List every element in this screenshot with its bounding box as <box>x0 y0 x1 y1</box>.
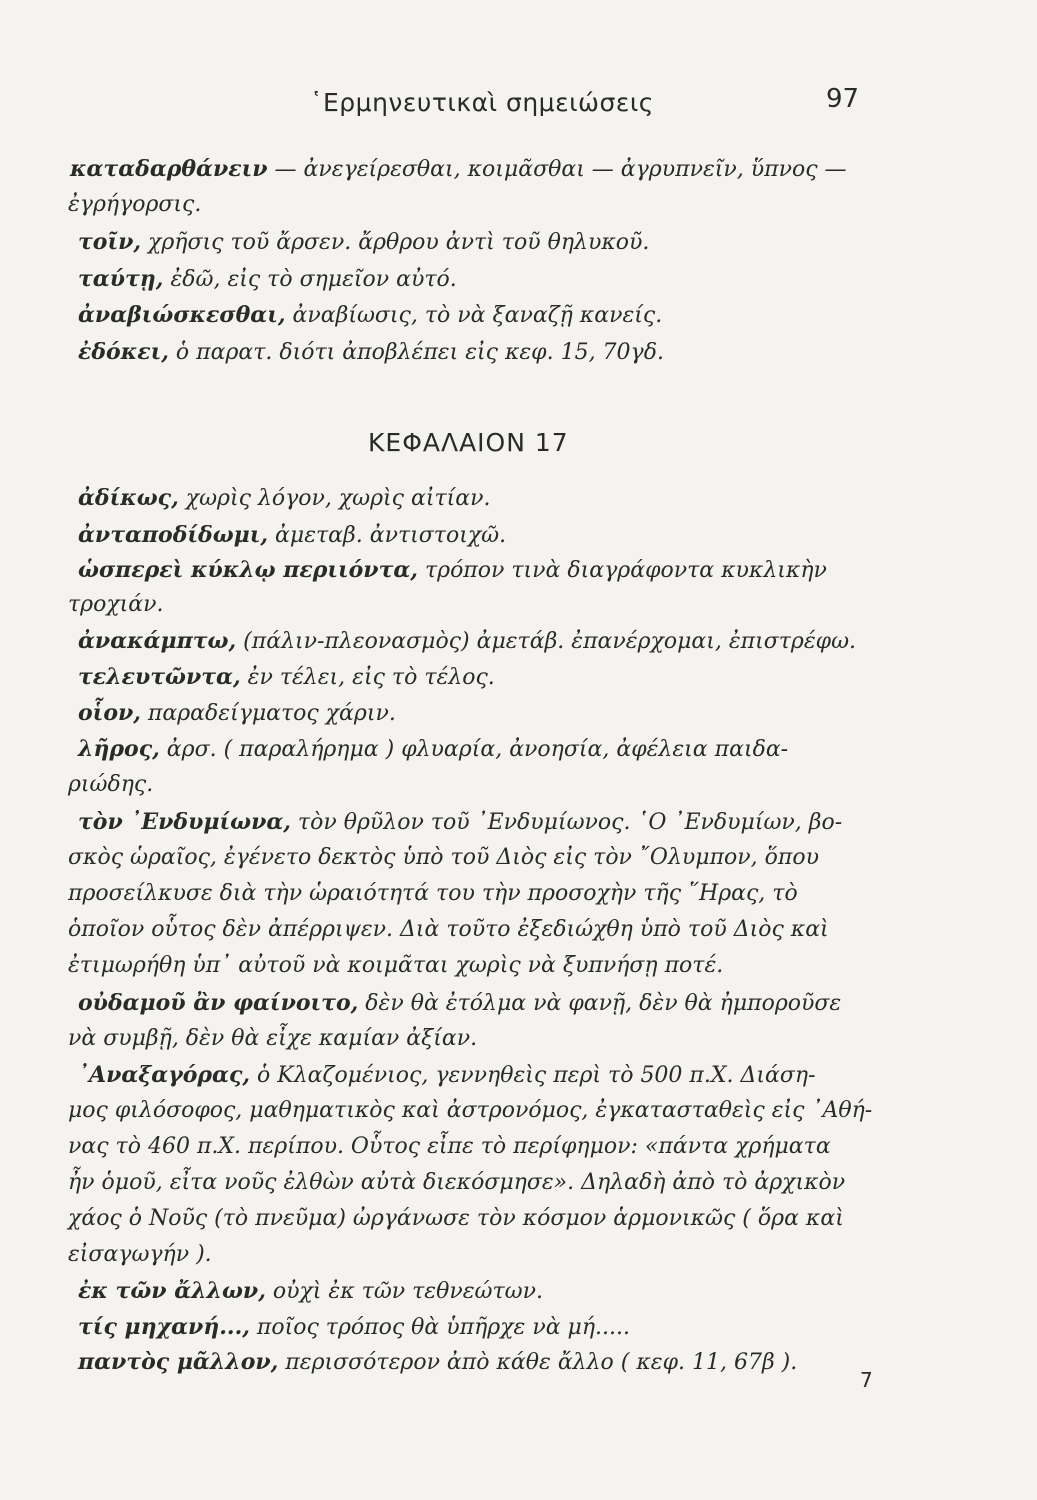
page-number: 97 <box>826 84 860 114</box>
entry-gloss: ὁ παρατ. διότι ἀποβλέπει εἰς κεφ. 15, 70γδ. <box>168 340 664 365</box>
entry-line <box>78 1278 978 1304</box>
entry-gloss: εἰσαγωγήν ). <box>68 1242 212 1267</box>
entry-line <box>68 845 968 870</box>
entry-gloss: ὁ Κλαζομένιος, γεννηθεὶς περὶ τὸ 500 π.Χ. Διάση- <box>250 1063 816 1088</box>
entry-term: οἷον, <box>78 700 141 726</box>
entry-term: ἀναβιώσκεσθαι, <box>78 302 286 328</box>
entry-gloss: νας τὸ 460 π.Χ. περίπου. Οὗτος εἶπε τὸ περίφημον: «πάντα χρήματα <box>68 1134 831 1159</box>
entry-line <box>78 229 978 255</box>
entry-gloss: ἀναβίωσις, τὸ νὰ ξαναζῇ κανείς. <box>285 303 663 328</box>
entry-gloss: οὐχὶ ἐκ τῶν τεθνεώτων. <box>265 1279 543 1304</box>
entry-term: τοῖν, <box>78 229 142 255</box>
entry-line <box>78 1062 978 1088</box>
entry-gloss: τροχιάν. <box>68 592 164 617</box>
entry-line <box>68 592 968 617</box>
entry-line <box>78 339 978 365</box>
entry-line <box>68 1134 968 1159</box>
chapter-heading: ΚΕΦΑΛΑΙΟΝ 17 <box>368 428 569 457</box>
entry-line <box>78 1349 978 1375</box>
entry-line <box>78 736 978 762</box>
entry-gloss: νὰ συμβῇ, δὲν θὰ εἶχε καμίαν ἀξίαν. <box>68 1026 478 1051</box>
entry-line <box>78 700 978 726</box>
entry-term: οὐδαμοῦ ἂν φαίνοιτο, <box>78 990 359 1016</box>
entry-term: ἀνταποδίδωμι, <box>78 522 269 548</box>
entry-gloss: προσείλκυσε διὰ τὴν ὡραιότητά του τὴν προσοχὴν τῆς ῞Ηρας, τὸ <box>68 881 798 906</box>
entry-line <box>68 881 968 906</box>
entry-term: ἀδίκως, <box>78 485 179 511</box>
entry-gloss: (πάλιν-πλεονασμὸς) ἀμετάβ. ἐπανέρχομαι, ἐπιστρέφω. <box>236 629 857 654</box>
entry-term: παντὸς μᾶλλον, <box>78 1349 279 1375</box>
entry-gloss: ἐδῶ, εἰς τὸ σημεῖον αὐτό. <box>163 267 457 292</box>
entry-term: ἐδόκει, <box>78 339 169 365</box>
entry-gloss: ἦν ὁμοῦ, εἶτα νοῦς ἐλθὼν αὐτὰ διεκόσμησε». Δηλαδὴ ἀπὸ τὸ ἀρχικὸν <box>68 1170 846 1195</box>
entry-gloss: περισσότερον ἀπὸ κάθε ἄλλο ( κεφ. 11, 67β ). <box>278 1350 798 1375</box>
entry-line <box>68 1206 968 1231</box>
entry-line <box>68 192 968 217</box>
entry-line <box>78 522 978 548</box>
entry-line <box>78 302 978 328</box>
entry-term: τίς μηχανή..., <box>78 1314 250 1340</box>
entry-term: λῆρος, <box>78 736 160 762</box>
entry-gloss: ἐγρήγορσις. <box>68 192 202 217</box>
entry-gloss: σκὸς ὡραῖος, ἐγένετο δεκτὸς ὑπὸ τοῦ Διὸς εἰς τὸν ῎Ολυμπον, ὅπου <box>68 845 819 870</box>
entry-line <box>68 953 968 978</box>
entry-term: ἀνακάμπτω, <box>78 628 237 654</box>
entry-gloss: ἐν τέλει, εἰς τὸ τέλος. <box>240 665 495 690</box>
entry-line <box>68 1170 968 1195</box>
entry-gloss: ἀρσ. ( παραλήρημα ) φλυαρία, ἀνοησία, ἀφέλεια παιδα- <box>159 737 789 762</box>
entry-line <box>78 1314 978 1340</box>
entry-line <box>78 809 978 835</box>
entry-gloss: — ἀνεγείρεσθαι, κοιμᾶσθαι — ἀγρυπνεῖν, ὕπνος — <box>267 157 847 182</box>
entry-gloss: χωρὶς λόγον, χωρὶς αἰτίαν. <box>178 486 491 511</box>
signature-mark: 7 <box>860 1368 873 1392</box>
entry-gloss: ἐτιμωρήθη ὑπ᾿ αὐτοῦ νὰ κοιμᾶται χωρὶς νὰ ξυπνήσῃ ποτέ. <box>68 953 724 978</box>
entry-gloss: ὁποῖον οὗτος δὲν ἀπέρριψεν. Διὰ τοῦτο ἐξεδιώχθη ὑπὸ τοῦ Διὸς καὶ <box>68 917 829 942</box>
entry-term: τελευτῶντα, <box>78 664 241 690</box>
entry-term: καταδαρθάνειν <box>70 156 268 182</box>
entry-line <box>78 266 978 292</box>
entry-line <box>68 1242 968 1267</box>
running-header: ῾Ερμηνευτικαὶ σημειώσεις <box>310 88 654 117</box>
entry-line <box>78 990 978 1016</box>
entry-term: ἐκ τῶν ἄλλων, <box>78 1278 266 1304</box>
entry-line <box>78 485 978 511</box>
entry-line <box>68 1026 968 1051</box>
entry-gloss: δὲν θὰ ἐτόλμα νὰ φανῇ, δὲν θὰ ἠμποροῦσε <box>358 991 842 1016</box>
entry-line <box>68 1098 968 1123</box>
entry-term: ταύτῃ, <box>78 266 164 292</box>
entry-line <box>68 917 968 942</box>
entry-gloss: μος φιλόσοφος, μαθηματικὸς καὶ ἀστρονόμος, ἐγκατασταθεὶς εἰς ᾿Αθή- <box>68 1098 873 1123</box>
entry-term: ὡσπερεὶ κύκλῳ περιιόντα, <box>78 557 418 583</box>
entry-line <box>68 772 968 797</box>
entry-gloss: ἀμεταβ. ἀντιστοιχῶ. <box>268 523 507 548</box>
entry-gloss: ποῖος τρόπος θὰ ὑπῆρχε νὰ μή..... <box>249 1315 630 1340</box>
entry-line <box>78 628 978 654</box>
entry-gloss: χρῆσις τοῦ ἄρσεν. ἄρθρου ἀντὶ τοῦ θηλυκοῦ. <box>141 230 650 255</box>
entry-gloss: χάος ὁ Νοῦς (τὸ πνεῦμα) ὠργάνωσε τὸν κόσμον ἁρμονικῶς ( ὅρα καὶ <box>68 1206 844 1231</box>
entry-gloss: τρόπον τινὰ διαγράφοντα κυκλικὴν <box>417 558 827 583</box>
entry-line <box>78 664 978 690</box>
entry-term: τὸν ᾿Ενδυμίωνα, <box>78 809 291 835</box>
entry-gloss: ριώδης. <box>68 772 154 797</box>
entry-line <box>78 557 978 583</box>
entry-gloss: τὸν θρῦλον τοῦ ᾿Ενδυμίωνος. ῾Ο ᾿Ενδυμίων, βο- <box>290 810 843 835</box>
entry-line <box>70 156 970 182</box>
entry-term: ᾿Αναξαγόρας, <box>78 1062 251 1088</box>
entry-gloss: παραδείγματος χάριν. <box>140 701 396 726</box>
